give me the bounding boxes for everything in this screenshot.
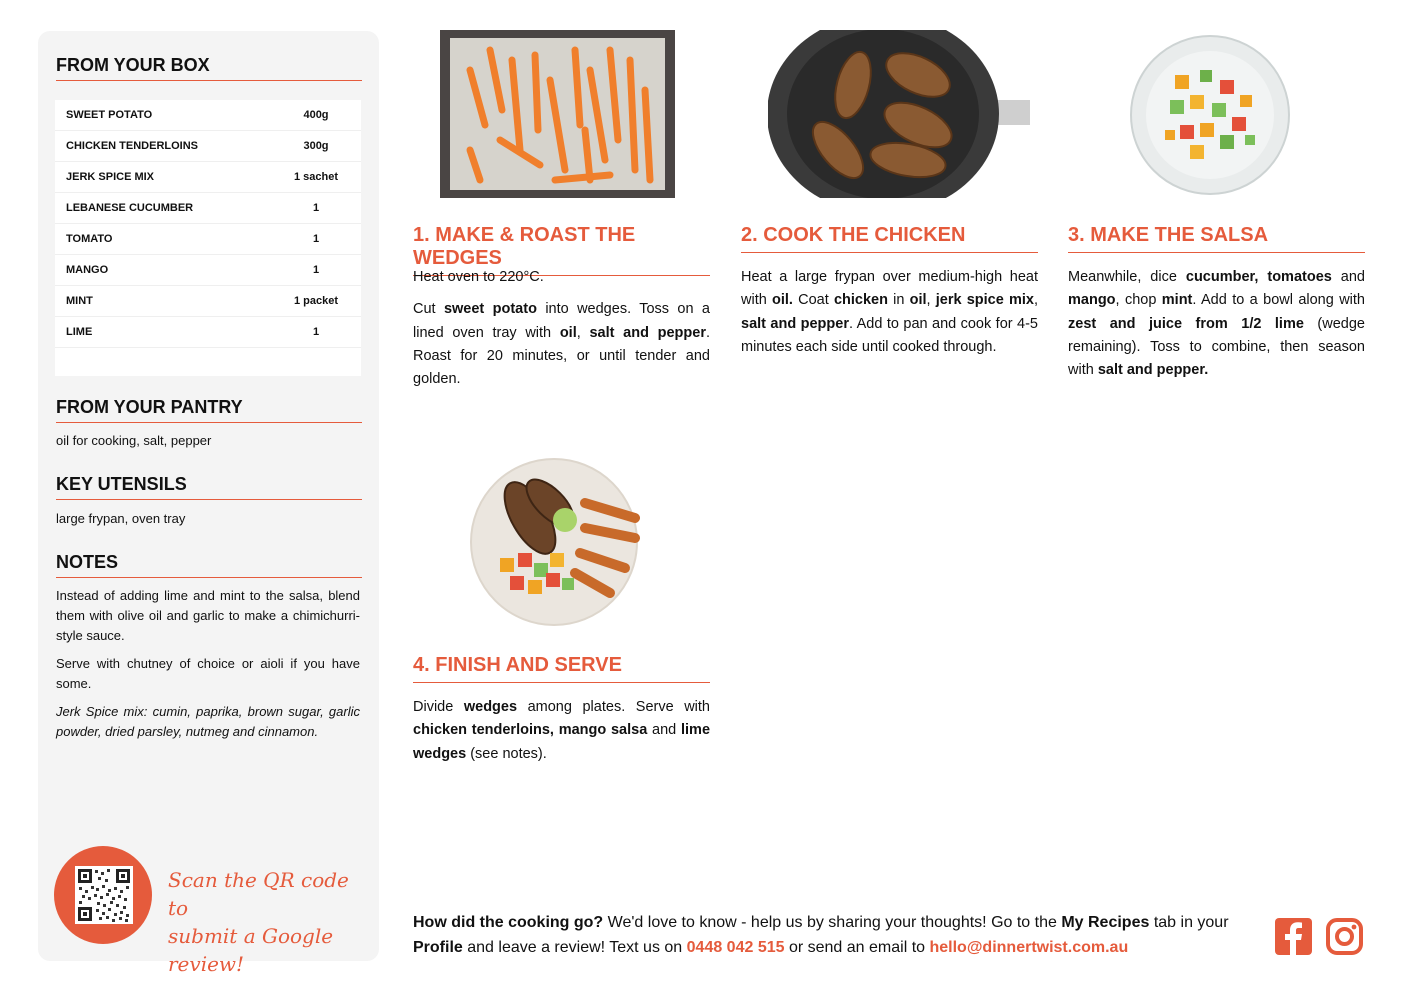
qr-caption-line: Scan the QR code to: [168, 868, 349, 920]
ingredients-table: [55, 100, 361, 376]
bold-text: salt and pepper.: [1097, 362, 1209, 379]
text-run: Heat a large frypan over medium-high heat with: [741, 269, 1038, 309]
text-run: into wedges. Toss on a lined oven tray with: [413, 301, 710, 341]
text-run: (see notes).: [466, 745, 547, 762]
table-row: [55, 224, 361, 255]
bold-text: salt and pepper: [741, 315, 849, 332]
bold-text: sweet potato: [443, 301, 537, 318]
bold-text: mango: [1068, 292, 1116, 309]
text-run: and: [1331, 269, 1365, 285]
ingredient-qty: 1: [312, 202, 320, 214]
key-utensils-title: KEY UTENSILS: [56, 474, 362, 500]
qr-caption-line: submit a Google review!: [168, 924, 334, 976]
text-run: (wedge remaining). Toss to combine, then season with: [1068, 315, 1365, 379]
bold-text: wedges: [463, 699, 518, 715]
bold-text: My Recipes: [1061, 914, 1150, 931]
bold-text: jerk spice mix: [935, 292, 1034, 309]
text-run: Cut: [413, 301, 444, 318]
qr-badge: [54, 846, 152, 944]
text-run: . Roast for 20 minutes, or until tender and golden.: [413, 324, 710, 388]
ingredient-name: MANGO: [66, 264, 109, 276]
notes-paragraph: Jerk Spice mix: cumin, paprika, brown sugar, garlic powder, dried parsley, nutmeg and cinnamon.: [56, 704, 360, 739]
step-4-title: 4. FINISH AND SERVE: [413, 654, 710, 683]
salsa-bowl-image: [1130, 35, 1290, 195]
ingredient-name: TOMATO: [66, 233, 113, 245]
chicken-pan-image: [768, 30, 1030, 198]
bold-text: chicken: [833, 292, 888, 309]
text-run: . Add to pan and cook for 4-5 minutes each side until cooked through.: [741, 315, 1038, 355]
utensils-text: large frypan, oven tray: [56, 511, 186, 526]
text-run: Meanwhile, dice: [1068, 269, 1186, 285]
bold-text: salt and pepper: [589, 324, 706, 341]
bold-text: oil.: [771, 292, 793, 309]
table-row: [55, 193, 361, 224]
ingredient-name: LIME: [66, 326, 93, 338]
wedges-tray-image: [440, 30, 675, 198]
bold-text: mint: [1161, 292, 1193, 309]
text-run: tab in your: [1149, 914, 1229, 931]
notes-body: [56, 586, 360, 750]
table-spacer: [55, 348, 361, 376]
step-1-paragraph: Heat oven to 220°C.: [413, 269, 544, 285]
text-run: ,: [926, 292, 936, 309]
bold-text: lime wedges: [413, 722, 711, 762]
text-run: Divide: [413, 699, 464, 715]
table-row: [55, 286, 361, 317]
step-2-body: [741, 266, 1038, 368]
step-4-paragraph: [413, 696, 710, 766]
served-plate-image: [470, 458, 645, 628]
contact-link[interactable]: 0448 042 515: [686, 939, 785, 956]
notes-title: NOTES: [56, 552, 362, 578]
notes-paragraph: Serve with chutney of choice or aioli if you have some.: [56, 656, 360, 691]
text-run: or send an email to: [784, 939, 930, 956]
qr-code[interactable]: [75, 866, 133, 924]
ingredient-qty: 300g: [303, 140, 329, 152]
from-your-box-title: FROM YOUR BOX: [56, 55, 362, 81]
ingredient-name: LEBANESE CUCUMBER: [66, 202, 194, 214]
bold-text: oil: [909, 292, 927, 309]
ingredient-qty: 1: [312, 264, 320, 276]
step-1-title: 1. MAKE & ROAST THE WEDGES: [413, 224, 710, 276]
step-1-body: [413, 266, 710, 400]
ingredient-qty: 1: [312, 233, 320, 245]
text-run: ,: [1033, 292, 1038, 309]
ingredient-name: MINT: [66, 295, 93, 307]
text-run: , chop: [1115, 292, 1162, 309]
text-run: and: [647, 722, 681, 739]
sidebar: [38, 31, 379, 976]
text-run: . Add to a bowl along with: [1192, 292, 1365, 309]
ingredient-qty: 400g: [303, 109, 329, 121]
step-4-body: [413, 696, 710, 775]
text-run: and leave a review! Text us on: [462, 939, 687, 956]
facebook-icon[interactable]: [1275, 918, 1312, 955]
text-run: We'd love to know - help us by sharing your thoughts! Go to the: [603, 914, 1062, 931]
step-2-title: 2. COOK THE CHICKEN: [741, 224, 1038, 253]
ingredient-qty: 1: [312, 326, 320, 338]
bold-text: oil: [559, 324, 577, 341]
step-1-paragraph: [413, 298, 710, 391]
review-prompt: [413, 910, 1263, 960]
ingredient-name: JERK SPICE MIX: [66, 171, 155, 183]
from-your-pantry-title: FROM YOUR PANTRY: [56, 397, 362, 423]
text-run: in: [887, 292, 910, 309]
table-row: [55, 100, 361, 131]
step-3-title: 3. MAKE THE SALSA: [1068, 224, 1365, 253]
step-3-body: [1068, 266, 1365, 391]
ingredient-qty: 1 sachet: [293, 171, 339, 183]
text-run: ,: [576, 324, 590, 341]
ingredient-qty: 1 packet: [293, 295, 339, 307]
instagram-icon[interactable]: [1326, 918, 1363, 955]
text-run: Coat: [792, 292, 834, 309]
bold-text: cucumber, tomatoes: [1185, 269, 1332, 285]
text-run: among plates. Serve with: [517, 699, 710, 715]
pantry-text: oil for cooking, salt, pepper: [56, 433, 212, 448]
bold-text: zest and juice from 1/2 lime: [1068, 315, 1304, 332]
step-2-paragraph: [741, 266, 1038, 359]
table-row: [55, 317, 361, 348]
bold-text: Profile: [413, 939, 463, 956]
qr-caption: [168, 866, 368, 978]
ingredient-name: SWEET POTATO: [66, 109, 153, 121]
bold-text: chicken tenderloins, mango salsa: [413, 722, 648, 739]
table-row: [55, 162, 361, 193]
table-row: [55, 131, 361, 162]
ingredient-name: CHICKEN TENDERLOINS: [66, 140, 199, 152]
bold-text: How did the cooking go?: [413, 914, 604, 931]
step-3-paragraph: [1068, 266, 1365, 382]
contact-link[interactable]: hello@dinnertwist.com.au: [929, 939, 1129, 956]
notes-paragraph: Instead of adding lime and mint to the salsa, blend them with olive oil and garlic to make a chimichurri-style sauce.: [56, 588, 360, 643]
table-row: [55, 255, 361, 286]
